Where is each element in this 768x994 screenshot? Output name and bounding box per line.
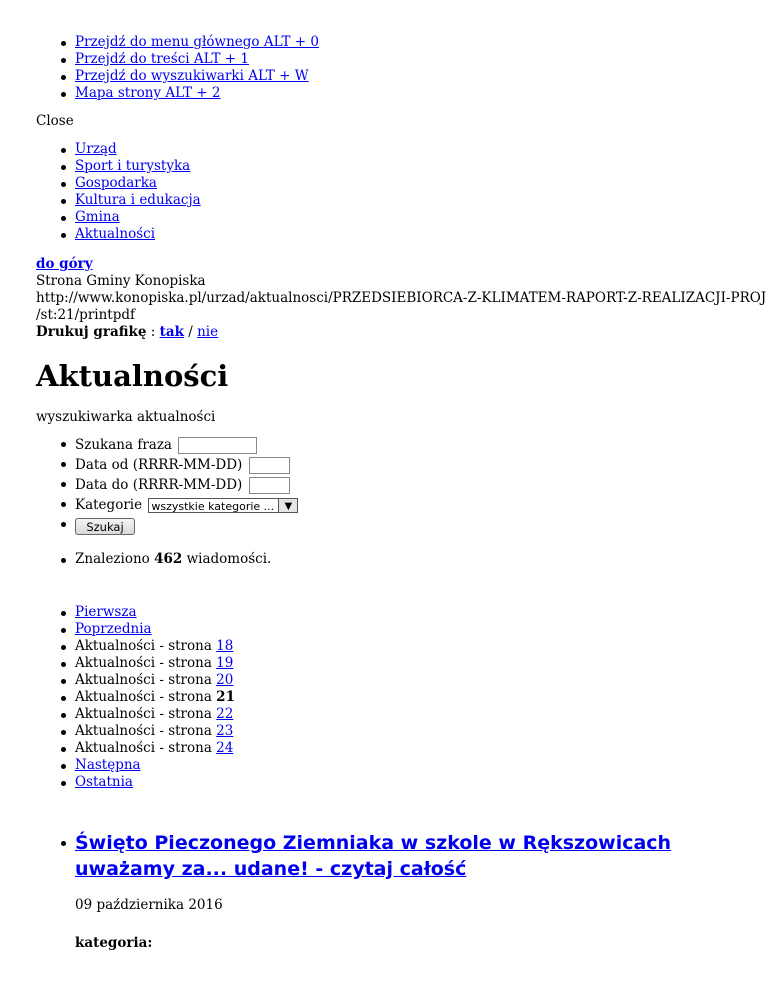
category-row (75, 495, 768, 515)
search-phrase-input[interactable] (178, 437, 257, 454)
pagination-page (75, 740, 768, 757)
date-to-row (75, 475, 768, 495)
menu-link-aktualnosci[interactable]: Aktualności (75, 226, 156, 242)
pagination-first-link[interactable]: Pierwsza (75, 604, 137, 620)
pagination-page-current (75, 689, 768, 706)
pagination-page (75, 723, 768, 740)
date-from-input[interactable] (249, 457, 290, 474)
search-submit-button[interactable]: Szukaj (75, 518, 135, 535)
news-title-link[interactable] (75, 832, 671, 880)
date-from-label: Data od (RRRR-MM-DD) (75, 457, 243, 473)
page-url-line1: http://www.konopiska.pl/urzad/aktualnosci/PRZEDSIEBIORCA-Z-KLIMATEM-RAPORT-Z-REALIZACJI-PROJ (36, 290, 767, 306)
pagination-page-prefix: Aktualności - strona (75, 706, 217, 722)
main-menu (0, 141, 768, 243)
date-to-input[interactable] (249, 477, 290, 494)
skip-link-sitemap-link[interactable]: Mapa strony ALT + 2 (75, 85, 221, 101)
pagination-page-link[interactable]: 19 (216, 655, 234, 671)
search-form (0, 435, 768, 537)
print-header (0, 256, 768, 341)
date-to-label: Data do (RRRR-MM-DD) (75, 477, 243, 493)
pagination-page-prefix: Aktualności - strona (75, 689, 217, 705)
pagination-page-prefix: Aktualności - strona (75, 655, 217, 671)
search-phrase-row (75, 435, 768, 455)
pagination-page-prefix: Aktualności - strona (75, 740, 217, 756)
menu-item-aktualnosci (75, 226, 768, 243)
pagination-last-link[interactable]: Ostatnia (75, 774, 133, 790)
page-title: Aktualności (36, 359, 229, 393)
menu-link-gmina[interactable]: Gmina (75, 209, 120, 225)
page-url-line2: /st:21/printpdf (36, 307, 135, 323)
print-graphics-yes[interactable]: tak (159, 324, 184, 340)
pagination-page-prefix: Aktualności - strona (75, 638, 217, 654)
news-date: 09 października 2016 (75, 897, 223, 913)
print-graphics-sep2: / (183, 324, 198, 340)
skip-link-search (75, 68, 768, 85)
results-prefix: Znaleziono (75, 551, 155, 567)
menu-item-urzad (75, 141, 768, 158)
pagination-page (75, 638, 768, 655)
pagination-page-link[interactable]: 20 (216, 672, 234, 688)
menu-link-urzad[interactable]: Urząd (75, 141, 117, 157)
chevron-down-icon: ▼ (278, 499, 297, 513)
news-title-line1: Święto Pieczonego Ziemniaka w szkole w Rększowicach (75, 832, 672, 854)
skip-link-menu-link[interactable]: Przejdź do menu głównego ALT + 0 (75, 34, 319, 50)
print-graphics-sep1: : (146, 324, 160, 340)
pagination-current-page: 21 (216, 689, 235, 705)
pagination-page-prefix: Aktualności - strona (75, 672, 217, 688)
date-from-row (75, 455, 768, 475)
pagination-page-link[interactable]: 24 (216, 740, 234, 756)
menu-item-gmina (75, 209, 768, 226)
news-item (75, 830, 768, 882)
site-name: Strona Gminy Konopiska (36, 273, 206, 289)
pagination (0, 604, 768, 791)
pagination-last (75, 774, 768, 791)
results-count: 462 (154, 551, 183, 567)
pagination-page-prefix: Aktualności - strona (75, 723, 217, 739)
pagination-page (75, 672, 768, 689)
search-phrase-label: Szukana fraza (75, 437, 172, 453)
results-summary (0, 551, 768, 568)
menu-link-sport[interactable]: Sport i turystyka (75, 158, 191, 174)
skip-link-content-link[interactable]: Przejdź do treści ALT + 1 (75, 51, 249, 67)
category-select-value: wszystkie kategorie ... (151, 500, 275, 513)
pagination-next-link[interactable]: Następna (75, 757, 141, 773)
results-suffix: wiadomości. (182, 551, 272, 567)
menu-link-kultura[interactable]: Kultura i edukacja (75, 192, 201, 208)
category-select[interactable] (148, 498, 298, 513)
news-category-label: kategoria: (75, 935, 153, 951)
print-graphics-label: Drukuj grafikę (36, 324, 147, 340)
pagination-page (75, 655, 768, 672)
print-graphics-row (36, 324, 768, 341)
pagination-page-link[interactable]: 22 (216, 706, 234, 722)
skip-link-content (75, 51, 768, 68)
pagination-page (75, 706, 768, 723)
top-link[interactable]: do góry (36, 256, 93, 272)
close-label[interactable]: Close (36, 113, 74, 129)
skip-links (0, 34, 768, 102)
results-count-row (75, 551, 768, 568)
menu-item-kultura (75, 192, 768, 209)
news-list (0, 830, 768, 882)
skip-link-sitemap (75, 85, 768, 102)
menu-item-gospodarka (75, 175, 768, 192)
submit-row (75, 515, 768, 537)
news-title-line2: uważamy za... udane! - czytaj całość (75, 858, 467, 880)
pagination-first (75, 604, 768, 621)
menu-item-sport (75, 158, 768, 175)
menu-link-gospodarka[interactable]: Gospodarka (75, 175, 157, 191)
pagination-prev-link[interactable]: Poprzednia (75, 621, 152, 637)
pagination-prev (75, 621, 768, 638)
category-label: Kategorie (75, 497, 143, 513)
pagination-page-link[interactable]: 23 (216, 723, 234, 739)
print-graphics-no[interactable]: nie (197, 324, 219, 340)
skip-link-search-link[interactable]: Przejdź do wyszukiwarki ALT + W (75, 68, 309, 84)
search-caption: wyszukiwarka aktualności (36, 409, 216, 425)
skip-link-menu (75, 34, 768, 51)
pagination-next (75, 757, 768, 774)
pagination-page-link[interactable]: 18 (216, 638, 234, 654)
